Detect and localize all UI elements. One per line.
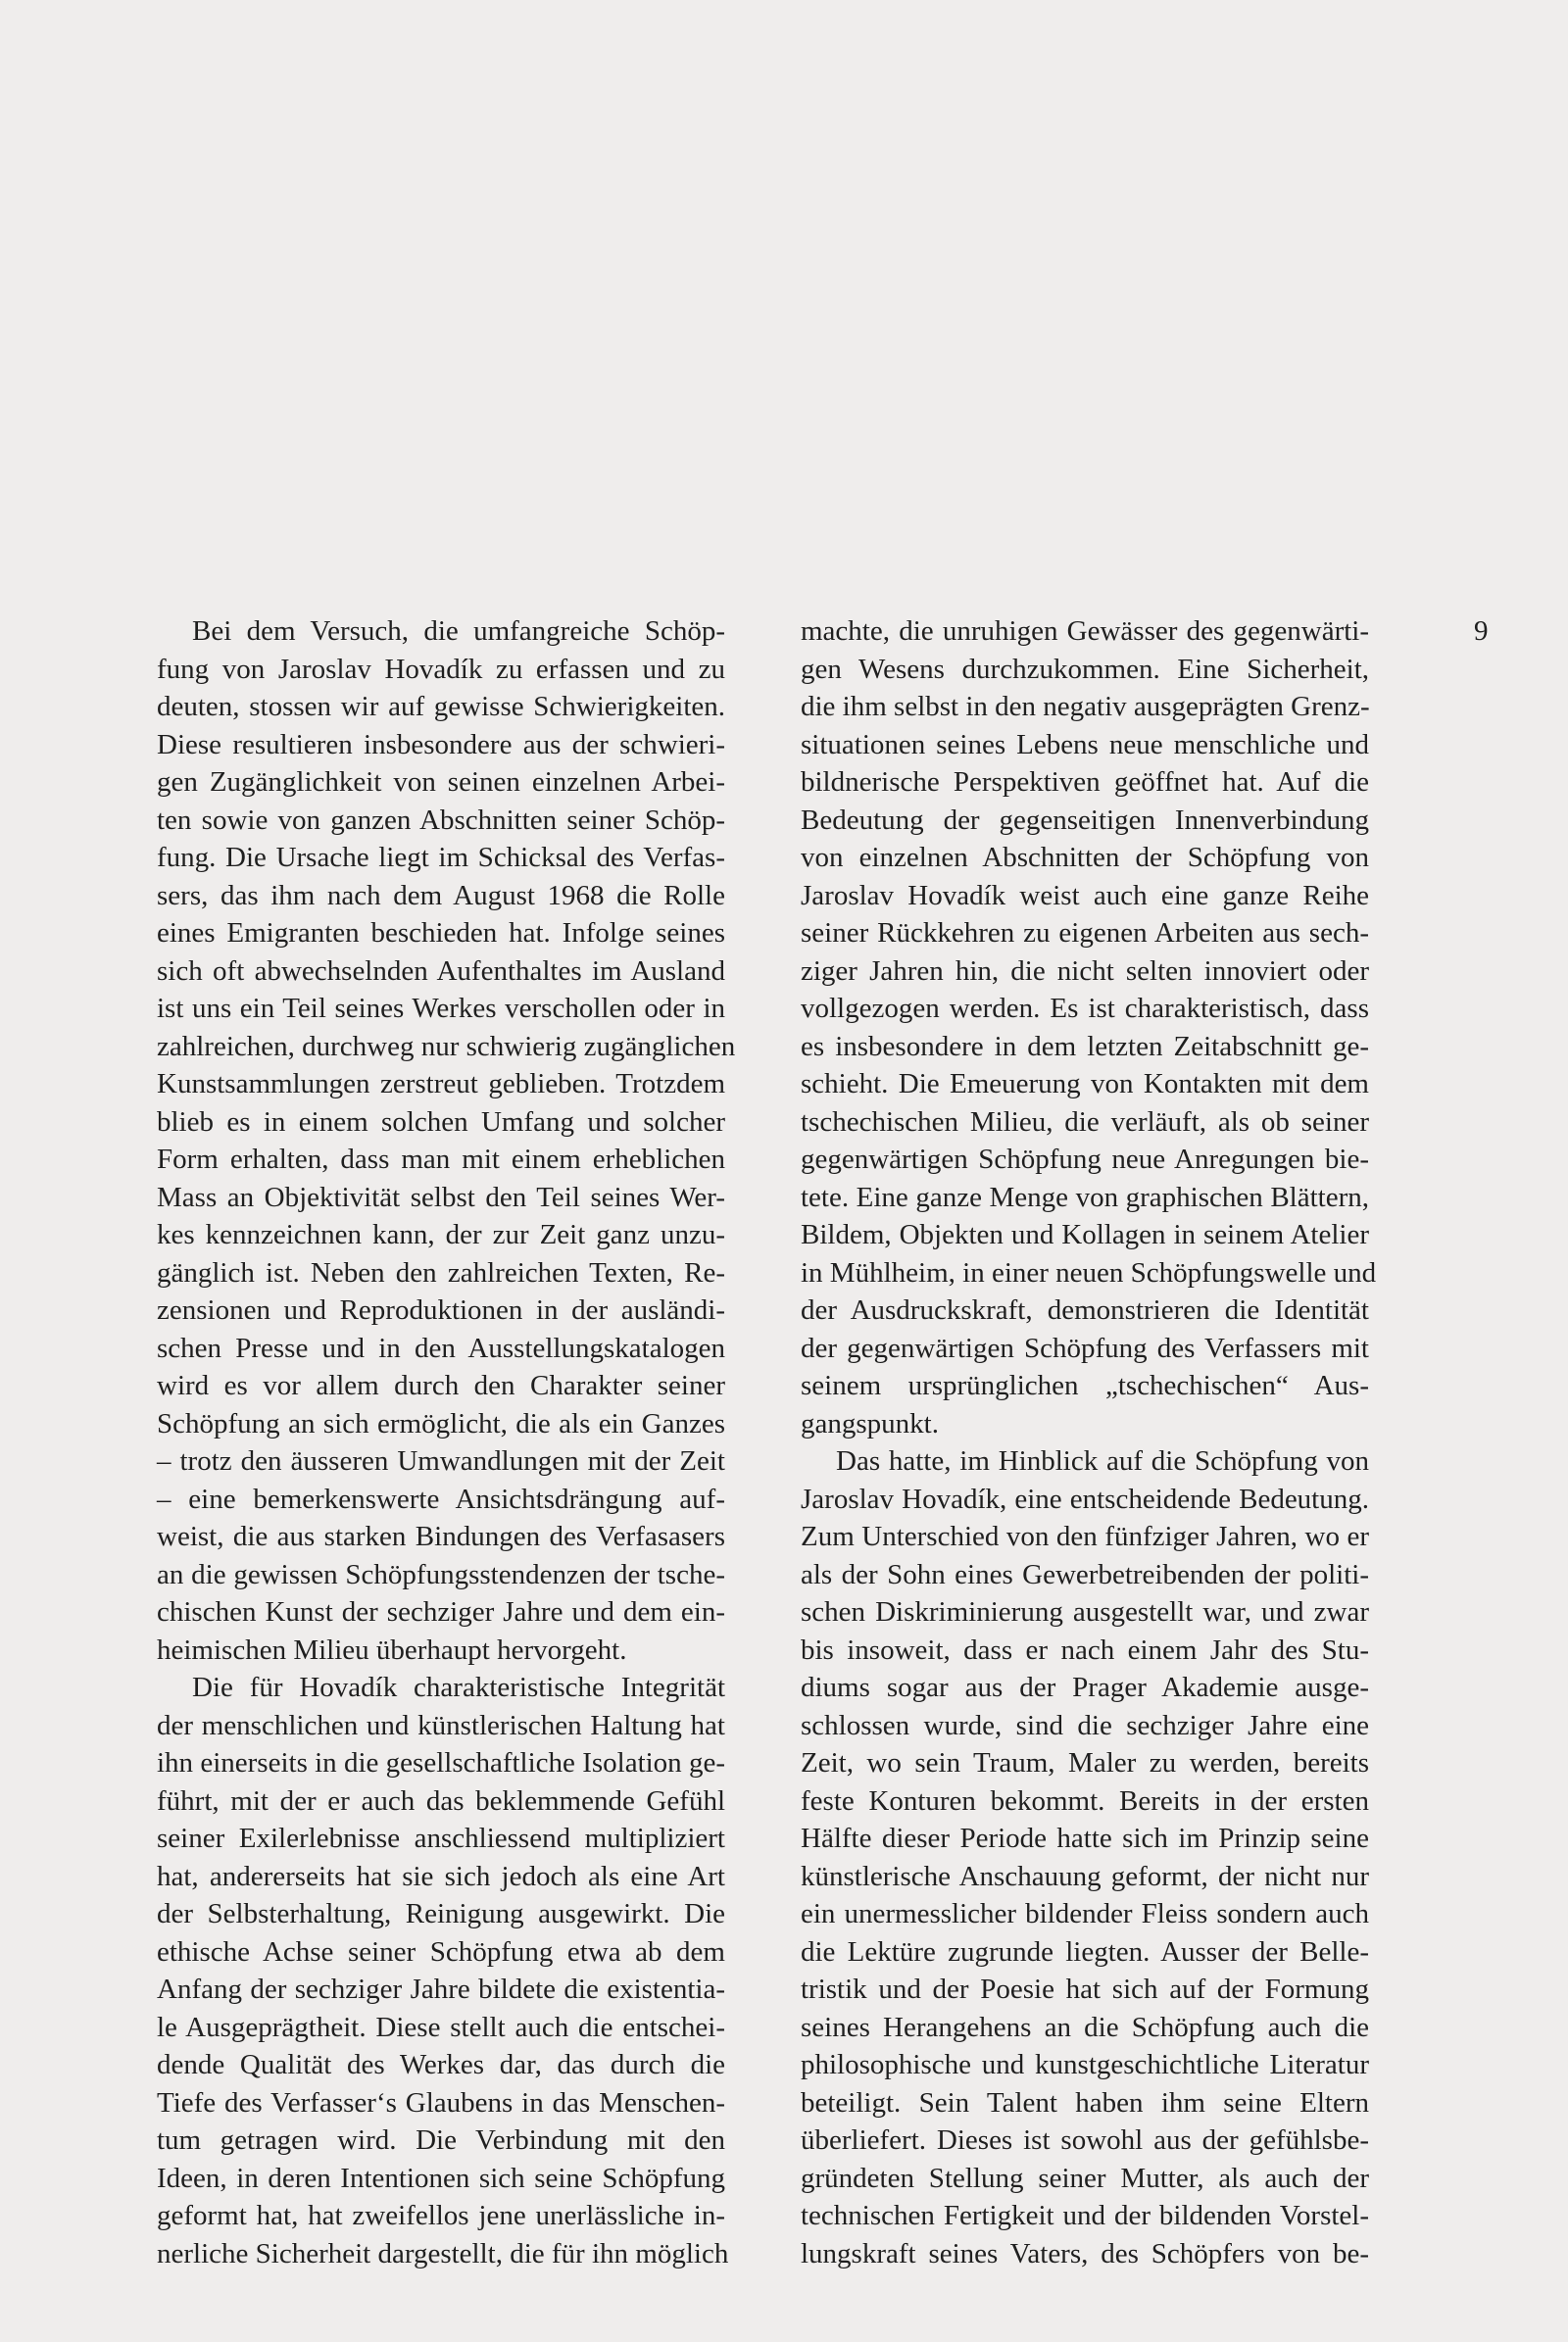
text-line: es insbesondere in dem letzten Zeitabschnitt ge-	[801, 1030, 1369, 1062]
text-line: – eine bemerkenswerte Ansichtsdrängung auf-	[157, 1483, 725, 1515]
text-line: von einzelnen Abschnitten der Schöpfung von	[801, 842, 1369, 873]
text-line: machte, die unruhigen Gewässer des gegenwärti-	[801, 615, 1369, 647]
text-line: seiner Exilerlebnisse anschliessend multipliziert	[157, 1823, 725, 1854]
text-line: lungskraft seines Vaters, des Schöpfers von be-	[801, 2237, 1369, 2269]
text-line: eines Emigranten beschieden hat. Infolge seines	[157, 917, 725, 949]
text-line: ziger Jahren hin, die nicht selten innoviert oder	[801, 954, 1369, 987]
text-line: der gegenwärtigen Schöpfung des Verfassers mit	[801, 1332, 1369, 1364]
text-line: ihn einerseits in die gesellschaftliche Isolation ge-	[157, 1747, 725, 1779]
text-line: chischen Kunst der sechziger Jahre und dem ein-	[157, 1596, 725, 1628]
text-line: gründeten Stellung seiner Mutter, als auch der	[801, 2162, 1369, 2194]
text-line: künstlerische Anschauung geformt, der nicht nur	[801, 1860, 1369, 1892]
text-line: hat, andererseits hat sie sich jedoch als eine Art	[157, 1860, 725, 1892]
text-line: nerliche Sicherheit dargestellt, die für ihn möglich	[157, 2237, 729, 2269]
text-line: Form erhalten, dass man mit einem erheblichen	[157, 1144, 725, 1175]
text-line: schieht. Die Emeuerung von Kontakten mit dem	[801, 1068, 1369, 1099]
text-line: als der Sohn eines Gewerbetreibenden der politi-	[801, 1558, 1369, 1590]
text-line: feste Konturen bekommt. Bereits in der ersten	[801, 1784, 1369, 1817]
text-line: gegenwärtigen Schöpfung neue Anregungen bie-	[801, 1144, 1369, 1175]
text-line: zensionen und Reproduktionen in der ausländi-	[157, 1294, 725, 1326]
text-line: Das hatte, im Hinblick auf die Schöpfung von	[836, 1445, 1369, 1477]
text-line: tum getragen wird. Die Verbindung mit den	[157, 2124, 725, 2156]
text-line: Zum Unterschied von den fünfziger Jahren, wo er	[801, 1521, 1369, 1552]
text-line: die ihm selbst in den negativ ausgeprägten Grenz-	[801, 691, 1370, 722]
text-line: Anfang der sechziger Jahre bildete die existentia-	[157, 1974, 725, 2005]
text-line: ist uns ein Teil seines Werkes verschollen oder in	[157, 993, 725, 1024]
text-line: le Ausgeprägtheit. Diese stellt auch die entschei-	[157, 2011, 725, 2043]
text-line: schlossen wurde, sind die sechziger Jahre eine	[801, 1709, 1369, 1741]
text-line: seines Herangehens an die Schöpfung auch die	[801, 2011, 1369, 2043]
text-line: fung von Jaroslav Hovadík zu erfassen und zu	[157, 653, 725, 685]
text-line: Schöpfung an sich ermöglicht, die als ein Ganzes	[157, 1407, 725, 1439]
text-line: tschechischen Milieu, die verläuft, als ob seiner	[801, 1105, 1369, 1138]
text-line: der Selbsterhaltung, Reinigung ausgewirkt. Die	[157, 1898, 725, 1929]
text-line: Mass an Objektivität selbst den Teil seines Wer-	[157, 1181, 725, 1213]
text-line: seinem ursprünglichen „tschechischen“ Aus-	[801, 1370, 1369, 1401]
text-line: Bildem, Objekten und Kollagen in seinem Atelier	[801, 1219, 1369, 1250]
text-line: der menschlichen und künstlerischen Haltung hat	[157, 1709, 725, 1741]
text-line: gen Wesens durchzukommen. Eine Sicherheit,	[801, 653, 1369, 685]
left-text-column	[157, 612, 736, 2272]
text-line: blieb es in einem solchen Umfang und solcher	[157, 1105, 725, 1138]
text-line: sers, das ihm nach dem August 1968 die Rolle	[157, 879, 725, 911]
text-line: Die für Hovadík charakteristische Integrität	[192, 1672, 725, 1703]
text-line: führt, mit der er auch das beklemmende Gefühl	[157, 1784, 725, 1817]
text-line: Bedeutung der gegenseitigen Innenverbindung	[801, 804, 1369, 836]
text-line: an die gewissen Schöpfungsstendenzen der tsche-	[157, 1558, 725, 1590]
text-line: technischen Fertigkeit und der bildenden Vorstel-	[801, 2200, 1369, 2231]
text-line: zahlreichen, durchweg nur schwierig zugänglichen	[157, 1030, 736, 1062]
text-line: beteiligt. Sein Talent haben ihm seine Eltern	[801, 2086, 1369, 2119]
text-line: wird es vor allem durch den Charakter seiner	[157, 1370, 725, 1401]
text-line: Ideen, in deren Intentionen sich seine Schöpfung	[157, 2162, 725, 2194]
text-line: tete. Eine ganze Menge von graphischen Blättern,	[801, 1181, 1369, 1213]
text-line: situationen seines Lebens neue menschliche und	[801, 728, 1369, 760]
text-line: schen Presse und in den Ausstellungskatalogen	[157, 1332, 725, 1364]
text-line: ein unermesslicher bildender Fleiss sondern auch	[801, 1898, 1369, 1929]
text-line: gen Zugänglichkeit von seinen einzelnen Arbei-	[157, 766, 725, 798]
text-line: kes kennzeichnen kann, der zur Zeit ganz unzu-	[157, 1219, 725, 1250]
text-line: dende Qualität des Werkes dar, das durch die	[157, 2049, 725, 2080]
text-line: seiner Rückkehren zu eigenen Arbeiten aus sech-	[801, 917, 1369, 949]
text-line: sich oft abwechselnden Aufenthaltes im Ausland	[157, 954, 725, 987]
text-line: Jaroslav Hovadík weist auch eine ganze Reihe	[801, 879, 1369, 911]
text-line: ten sowie von ganzen Abschnitten seiner Schöp-	[157, 804, 725, 836]
text-line: Tiefe des Verfasser‘s Glaubens in das Menschen-	[157, 2086, 725, 2119]
text-line: die Lektüre zugrunde liegten. Ausser der Belle-	[801, 1935, 1369, 1968]
text-line: bis insoweit, dass er nach einem Jahr des Stu-	[801, 1634, 1369, 1666]
text-line: gänglich ist. Neben den zahlreichen Texten, Re-	[157, 1256, 725, 1289]
text-line: fung. Die Ursache liegt im Schicksal des Verfas-	[157, 842, 725, 873]
text-line: vollgezogen werden. Es ist charakteristisch, dass	[801, 993, 1369, 1024]
text-line: deuten, stossen wir auf gewisse Schwierigkeiten.	[157, 691, 725, 722]
text-line: Zeit, wo sein Traum, Maler zu werden, bereits	[801, 1747, 1369, 1779]
text-line: gangspunkt.	[801, 1407, 939, 1439]
text-line: der Ausdruckskraft, demonstrieren die Identität	[801, 1294, 1369, 1326]
page-number: 9	[1474, 615, 1489, 647]
text-line: weist, die aus starken Bindungen des Verfasasers	[157, 1521, 725, 1552]
text-line: Bei dem Versuch, die umfangreiche Schöp-	[192, 615, 725, 647]
text-line: philosophische und kunstgeschichtliche Literatur	[801, 2049, 1369, 2080]
text-line: überliefert. Dieses ist sowohl aus der gefühlsbe-	[801, 2124, 1369, 2156]
text-line: tristik und der Poesie hat sich auf der Formung	[801, 1974, 1369, 2005]
text-line: schen Diskriminierung ausgestellt war, und zwar	[801, 1596, 1369, 1628]
text-line: geformt hat, hat zweifellos jene unerlässliche in-	[157, 2200, 725, 2231]
right-text-column	[801, 612, 1377, 2272]
text-line: – trotz den äusseren Umwandlungen mit der Zeit	[157, 1445, 725, 1477]
text-line: heimischen Milieu überhaupt hervorgeht.	[157, 1634, 627, 1666]
text-line: in Mühlheim, in einer neuen Schöpfungswelle und	[801, 1256, 1377, 1289]
text-line: ethische Achse seiner Schöpfung etwa ab dem	[157, 1935, 725, 1968]
text-line: bildnerische Perspektiven geöffnet hat. Auf die	[801, 766, 1369, 798]
text-line: Kunstsammlungen zerstreut geblieben. Trotzdem	[157, 1068, 725, 1099]
text-line: Diese resultieren insbesondere aus der schwieri-	[157, 728, 725, 760]
text-line: Hälfte dieser Periode hatte sich im Prinzip seine	[801, 1823, 1369, 1854]
text-line: diums sogar aus der Prager Akademie ausge-	[801, 1672, 1369, 1703]
text-line: Jaroslav Hovadík, eine entscheidende Bedeutung.	[801, 1483, 1369, 1515]
